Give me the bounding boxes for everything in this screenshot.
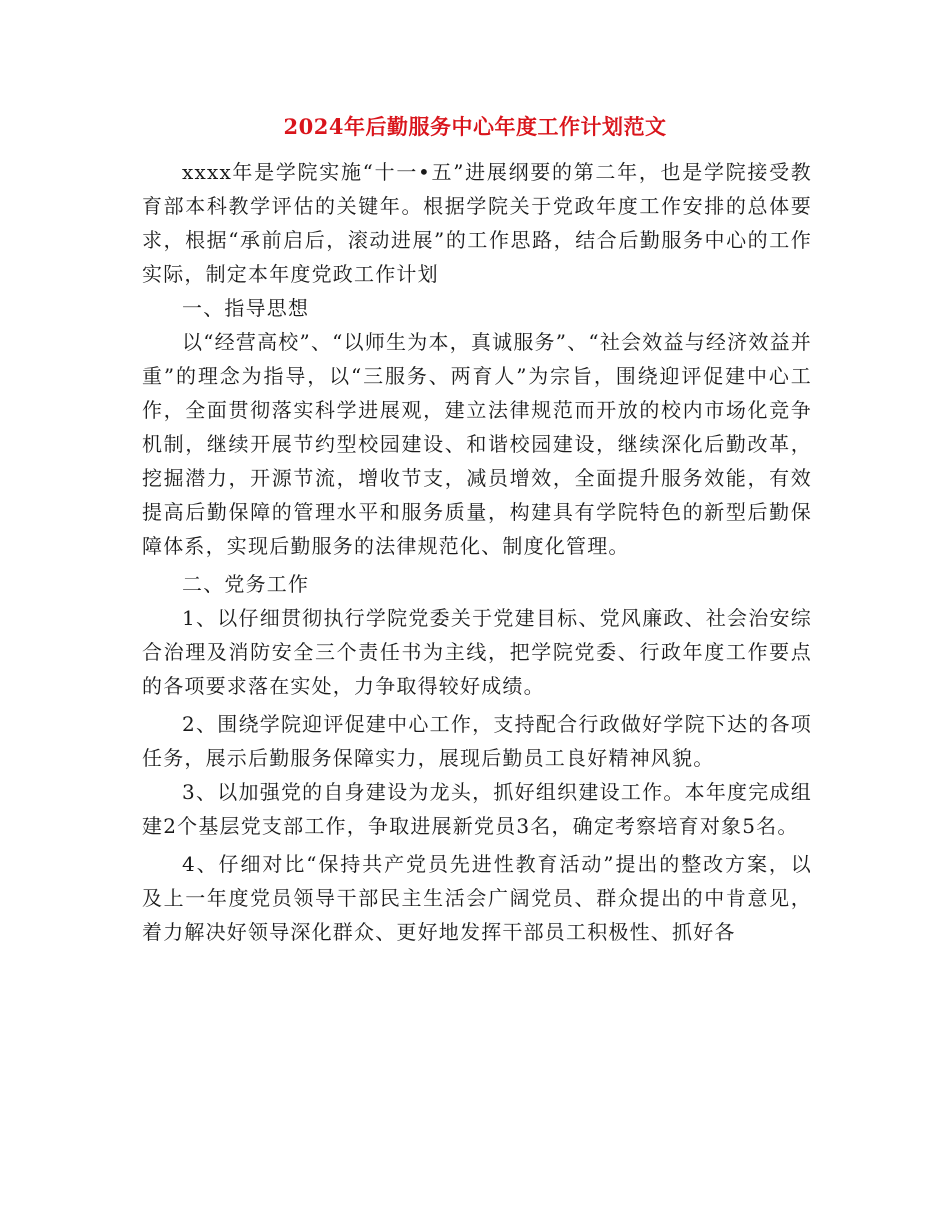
party-affairs-item-3: 3、以加强党的自身建设为龙头，抓好组织建设工作。本年度完成组建2个基层党支部工作，争取进展新党员3名，确定考察培育对象5名。 — [142, 780, 812, 838]
intro-paragraph: xxxx年是学院实施“十一•五”进展纲要的第二年，也是学院接受教育部本科教学评估的关键年。根据学院关于党政年度工作安排的总体要求，根据“承前启后，滚动进展”的工作思路，结合后勤服务中心的工作实际，制定本年度党政工作计划 — [142, 160, 812, 286]
guiding-ideology-paragraph: 以“经营高校”、“以师生为本，真诚服务”、“社会效益与经济效益并重”的理念为指导，以“三服务、两育人”为宗旨，围绕迎评促建中心工作，全面贯彻落实科学进展观，建立法律规范而开放的校内市场化竞争机制，继续开展节约型校园建设、和谐校园建设，继续深化后勤改革，挖掘潜力，开源节流，增收节支，减员增效，全面提升服务效能，有效提高后勤保障的管理水平和服务质量，构建具有学院特色的新型后勤保障体系，实现后勤服务的法律规范化、制度化管理。 — [142, 330, 812, 558]
section-heading-guiding-ideology: 一、指导思想 — [182, 296, 310, 320]
section-heading-party-affairs: 二、党务工作 — [182, 572, 310, 596]
party-affairs-item-2: 2、围绕学院迎评促建中心工作，支持配合行政做好学院下达的各项任务，展示后勤服务保障实力，展现后勤员工良好精神风貌。 — [142, 712, 812, 770]
party-affairs-item-1: 1、以仔细贯彻执行学院党委关于党建目标、党风廉政、社会治安综合治理及消防安全三个责任书为主线，把学院党委、行政年度工作要点的各项要求落在实处，力争取得较好成绩。 — [142, 606, 812, 698]
party-affairs-item-4: 4、仔细对比“保持共产党员先进性教育活动”提出的整改方案，以及上一年度党员领导干部民主生活会广阔党员、群众提出的中肯意见，着力解决好领导深化群众、更好地发挥干部员工积极性、抓好各 — [142, 852, 812, 944]
document-title: 2024年后勤服务中心年度工作计划范文 — [283, 114, 667, 139]
document-body — [142, 155, 812, 949]
